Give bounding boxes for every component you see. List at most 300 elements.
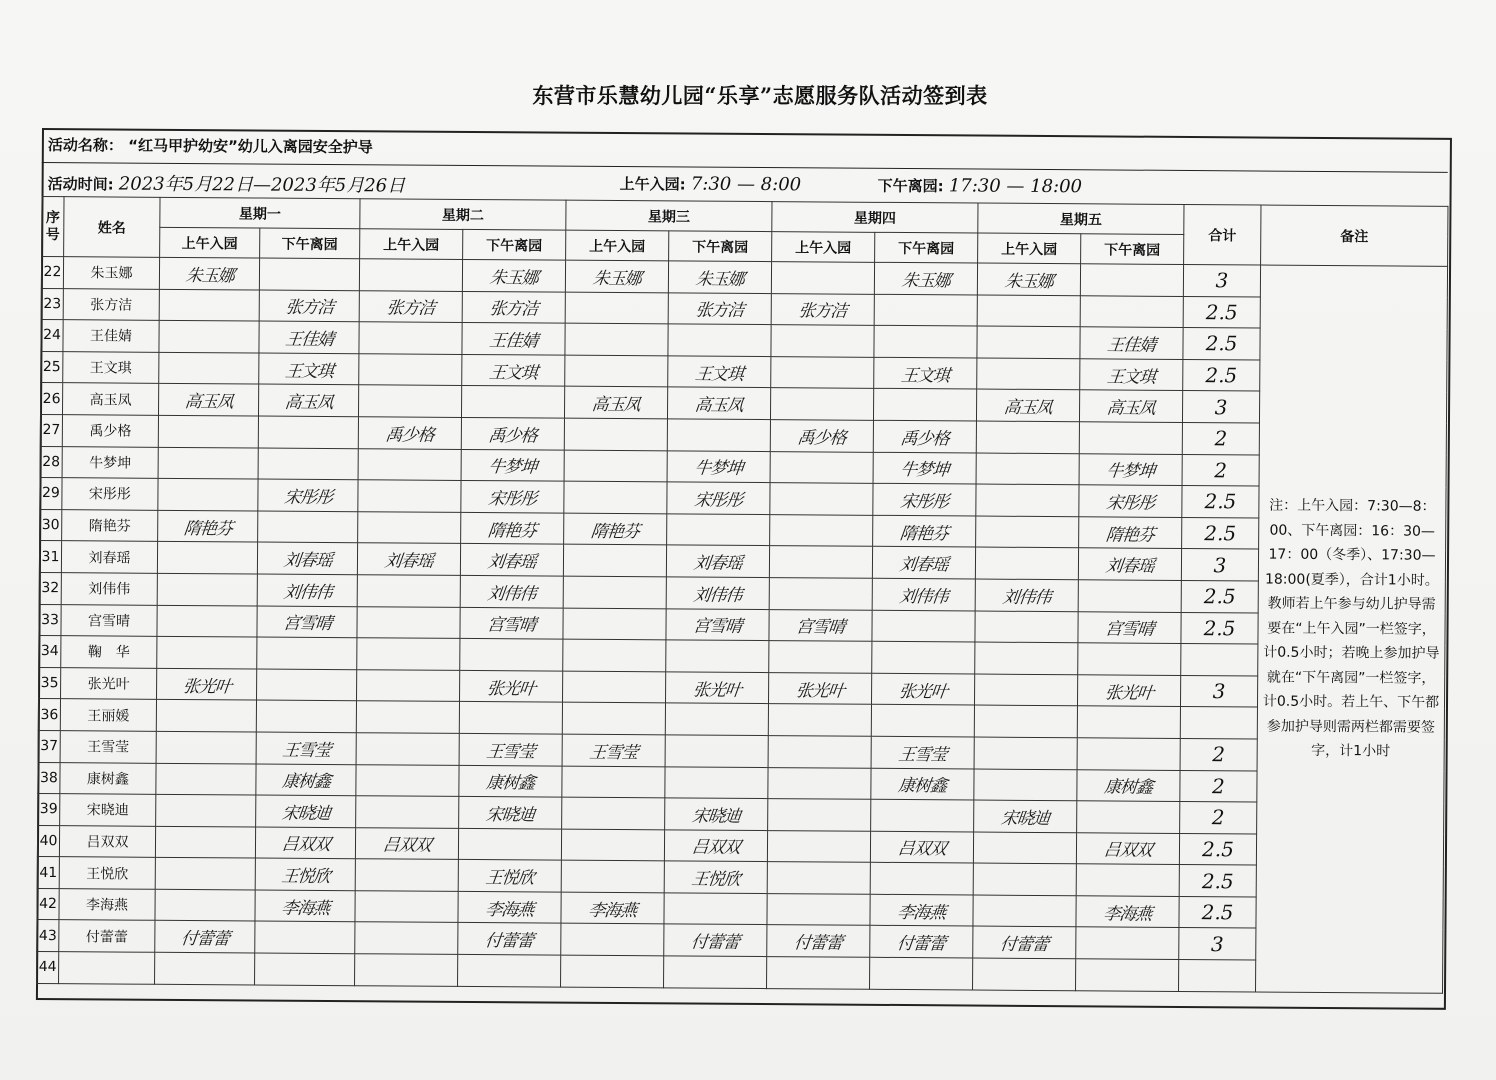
am-signature-cell [355,859,458,891]
pm-signature-cell [257,637,357,669]
am-signature-cell [561,955,664,987]
signature: 王佳婧 [283,329,334,351]
am-signature-cell [356,733,459,765]
pm-signature-cell [1077,706,1180,738]
pm-signature-cell [873,452,976,484]
pm-signature-cell [871,673,974,705]
row-name: 宋晓迪 [60,794,156,826]
signature: 王悦欣 [279,866,331,888]
am-signature-cell [769,578,872,610]
pm-signature-cell [873,515,976,547]
signature: 禹少格 [384,425,435,446]
am-signature-cell [159,257,259,289]
row-seq: 35 [39,667,61,699]
am-signature-cell [562,702,665,734]
am-signature-cell [157,573,257,605]
signature: 高玉凤 [693,395,744,417]
signature: 张光叶 [485,678,536,699]
attendance-body [37,257,1448,993]
sign-in-sheet [36,128,1450,1008]
signature: 宋彤彤 [282,487,333,508]
pm-signature-cell [256,700,356,732]
pm-signature-cell [257,542,357,574]
pm-signature-cell [458,860,561,892]
signature: 吕双双 [1102,840,1153,862]
signature: 王文琪 [899,365,951,386]
am-signature-cell [158,447,258,479]
am-time-line [620,173,802,195]
pm-signature-cell [872,547,975,579]
am-signature-cell [976,389,1079,421]
pm-signature-cell [1077,674,1180,706]
row-seq: 28 [40,446,62,478]
signature: 王佳婧 [1106,335,1157,356]
row-total [1180,770,1257,802]
total-value: 2 [1211,773,1225,799]
am-signature-cell [355,827,458,859]
am-signature-cell [973,926,1076,958]
am-signature-cell [158,384,258,416]
pm-signature-cell [1079,453,1182,485]
signature: 康树鑫 [1103,777,1154,799]
row-total [1179,960,1256,992]
am-signature-cell [159,321,259,353]
am-signature-cell [156,700,256,732]
am-signature-cell [564,387,667,419]
row-total [1179,896,1256,928]
am-signature-cell [359,259,462,291]
row-seq: 26 [41,383,63,415]
total-value: 2.5 [1203,615,1236,641]
header-day-thu: 星期四 [772,202,978,233]
row-name: 付蕾蕾 [59,920,155,952]
am-signature-cell [158,478,258,510]
pm-signature-cell [1076,927,1179,959]
pm-signature-cell [459,702,562,734]
row-name: 宫雪晴 [61,604,157,636]
header-pm: 下午离园 [260,228,360,259]
pm-signature-cell [873,483,976,515]
am-signature-cell [565,323,668,355]
signature: 刘春瑶 [486,552,537,573]
pm-signature-cell [259,258,359,290]
pm-signature-cell [667,514,770,546]
header-am: 上午入园 [772,232,875,263]
signature: 宋晓迪 [280,803,331,824]
signature: 王文琪 [693,364,745,385]
row-total [1180,802,1257,834]
pm-signature-cell [1078,580,1181,612]
row-seq: 32 [39,572,61,604]
signature: 宋彤彤 [487,489,538,510]
am-signature-cell [158,510,258,542]
pm-signature-cell [1079,516,1182,548]
signature: 朱玉娜 [591,268,642,289]
am-signature-cell [358,448,461,480]
am-signature-cell [563,608,666,640]
pm-signature-cell [458,923,561,955]
pm-signature-cell [1080,327,1183,359]
am-signature-cell [768,767,871,799]
pm-signature-cell [256,764,356,796]
signature: 牛梦坤 [487,457,538,478]
am-time-value: 7:30 — 8:00 [690,173,802,196]
pm-signature-cell [665,672,768,704]
row-name: 刘伟伟 [61,573,157,605]
pm-signature-cell [1080,295,1183,327]
signature: 吕双双 [381,835,432,857]
pm-signature-cell [1076,896,1179,928]
row-total [1182,486,1259,518]
am-signature-cell [767,957,870,989]
pm-signature-cell [870,957,973,989]
signature: 付蕾蕾 [895,934,947,955]
am-signature-cell [561,860,664,892]
pm-signature-cell [668,324,771,356]
pm-signature-cell [665,703,768,735]
signature: 隋艳芬 [589,521,641,542]
signature: 康树鑫 [280,771,331,793]
am-signature-cell [977,358,1080,390]
pm-signature-cell [871,705,974,737]
signature: 张方洁 [385,298,436,320]
pm-signature-cell [462,354,565,386]
row-total [1182,454,1259,486]
row-total [1180,738,1257,770]
pm-signature-cell [461,512,564,544]
pm-signature-cell [667,419,770,451]
pm-signature-cell [874,294,977,326]
am-signature-cell [357,575,460,607]
am-signature-cell [771,356,874,388]
row-total [1183,359,1260,391]
signature: 宫雪晴 [692,616,743,638]
am-signature-cell [157,542,257,574]
signature: 宫雪晴 [1104,619,1155,641]
row-name: 鞠 华 [61,636,157,668]
pm-signature-cell [1077,769,1180,801]
header-day-fri: 星期五 [978,203,1184,234]
pm-signature-cell [258,511,358,543]
pm-signature-cell [259,321,359,353]
pm-signature-cell [1078,611,1181,643]
row-name: 李海燕 [59,889,155,921]
row-name: 刘春瑶 [61,541,157,573]
row-seq: 22 [41,257,63,289]
pm-signature-cell [870,926,973,958]
am-signature-cell [156,731,256,763]
total-value: 2 [1214,458,1228,483]
signature: 康树鑫 [485,773,536,794]
total-value: 2.5 [1201,900,1234,925]
signature: 刘春瑶 [383,551,434,572]
signature: 宫雪晴 [281,614,332,635]
signature: 禹少格 [899,428,950,450]
pm-signature-cell [874,262,977,294]
am-signature-cell [770,483,873,515]
pm-signature-cell [664,893,767,925]
pm-signature-cell [667,450,770,482]
pm-signature-cell [257,669,357,701]
am-signature-cell [977,326,1080,358]
header-day-tue: 星期二 [360,199,566,230]
pm-signature-cell [256,795,356,827]
signature: 宫雪晴 [486,615,537,636]
row-total [1179,928,1256,960]
signature: 高玉凤 [283,392,334,414]
signature: 禹少格 [487,425,538,447]
am-signature-cell [974,705,1077,737]
am-signature-cell [563,576,666,608]
pm-signature-cell [258,448,358,480]
activity-time-line [48,169,406,197]
attendance-table [36,196,1448,993]
am-signature-cell [974,674,1077,706]
signature: 张光叶 [794,680,845,702]
pm-signature-cell [1076,864,1179,896]
am-signature-cell [355,922,458,954]
signature: 付蕾蕾 [689,932,741,954]
pm-signature-cell [255,858,355,890]
signature: 王文琪 [283,361,334,382]
row-name: 牛梦坤 [62,446,158,478]
signature: 吕双双 [690,838,741,859]
row-name: 张光叶 [61,667,157,699]
am-signature-cell [974,800,1077,832]
signature: 付蕾蕾 [792,933,844,954]
row-total [1179,833,1256,865]
am-signature-cell [973,863,1076,895]
header-am: 上午入园 [978,233,1081,264]
pm-signature-cell [668,356,771,388]
header-day-mon: 星期一 [160,197,360,228]
am-signature-cell [767,830,870,862]
row-total [1179,865,1256,897]
row-name: 高玉凤 [62,383,158,415]
sheet-title: 东营市乐慧幼儿园“乐享”志愿服务队活动签到表 [532,83,988,108]
signature: 宫雪晴 [795,617,846,638]
am-signature-cell [358,480,461,512]
total-value: 2.5 [1205,363,1238,388]
pm-signature-cell [668,292,771,324]
am-signature-cell [767,893,870,925]
header-pm: 下午离园 [669,231,772,262]
am-signature-cell [155,826,255,858]
signature: 刘伟伟 [692,585,743,606]
am-signature-cell [358,417,461,449]
signature: 张光叶 [1103,682,1154,704]
pm-signature-cell [1080,264,1183,296]
am-signature-cell [565,292,668,324]
row-total [1181,612,1258,644]
am-signature-cell [975,642,1078,674]
row-seq: 44 [37,952,59,984]
header-total: 合计 [1184,204,1261,265]
pm-signature-cell [874,326,977,358]
pm-signature-cell [462,291,565,323]
signature: 李海燕 [896,902,947,923]
am-signature-cell [564,513,667,545]
row-name: 张方洁 [63,288,159,320]
row-seq: 25 [41,351,63,383]
pm-signature-cell [871,768,974,800]
am-signature-cell [771,293,874,325]
pm-signature-cell [870,894,973,926]
pm-signature-cell [1080,359,1183,391]
pm-signature-cell [459,733,562,765]
signature: 王雪莹 [897,744,948,766]
header-am: 上午入园 [360,229,463,260]
row-seq: 37 [38,730,60,762]
am-signature-cell [973,958,1076,990]
pm-signature-cell [259,290,359,322]
am-signature-cell [158,415,258,447]
signature: 李海燕 [587,900,638,921]
am-signature-cell [767,925,870,957]
header-am: 上午入园 [160,227,260,258]
am-signature-cell [976,516,1079,548]
total-value: 2.5 [1203,584,1236,609]
pm-signature-cell [873,389,976,421]
pm-signature-cell [667,482,770,514]
pm-signature-cell [870,831,973,863]
am-signature-cell [565,260,668,292]
pm-signature-cell [870,863,973,895]
am-signature-cell [357,669,460,701]
signature: 张光叶 [181,676,232,697]
row-total [1180,707,1257,739]
row-seq: 24 [41,320,63,352]
am-signature-cell [157,605,257,637]
row-total [1182,517,1259,549]
signature: 王悦欣 [484,868,535,889]
pm-signature-cell [458,891,561,923]
signature: 牛梦坤 [899,460,950,481]
row-name: 王雪莹 [60,731,156,763]
total-value: 2 [1212,742,1226,767]
pm-signature-cell [666,545,769,577]
pm-time-line [878,175,1083,197]
am-signature-cell [358,385,461,417]
pm-signature-cell [664,924,767,956]
activity-time-value: 2023年5月22日—2023年5月26日 [118,173,406,197]
am-signature-cell [356,764,459,796]
signature: 刘春瑶 [1104,556,1155,577]
am-signature-cell [768,799,871,831]
signature: 张方洁 [488,299,539,320]
signature: 张方洁 [694,300,745,322]
row-seq: 42 [37,888,59,920]
row-total [1181,644,1258,676]
pm-signature-cell [668,261,771,293]
row-total [1182,391,1259,423]
pm-signature-cell [1076,959,1179,991]
pm-signature-cell [257,606,357,638]
am-signature-cell [974,769,1077,801]
row-total [1182,422,1259,454]
activity-name-label: 活动名称： [47,136,123,155]
pm-signature-cell [1079,485,1182,517]
am-signature-cell [157,668,257,700]
am-signature-cell [156,763,256,795]
pm-signature-cell [461,481,564,513]
notes-text: 注：上午入园：7:30—8：00、下午离园：16：30—17：00（冬季）、17:30—18:00(夏季），合计1小时。教师若上午参与幼儿护导需要在“上午入园”一栏签字，计0.5小时；若晚上参加护导就在“下午离园”一栏签字，计0.5小时。若上午、下午都参加护导则需两栏都需要签字，计1小时 [1256,265,1448,993]
row-name: 康树鑫 [60,762,156,794]
signature: 宋晓迪 [999,808,1051,829]
pm-signature-cell [255,953,355,985]
signature: 王雪莹 [485,741,536,763]
row-total [1183,296,1260,328]
am-signature-cell [768,704,871,736]
row-name: 王文琪 [63,351,159,383]
row-name: 宋彤彤 [62,478,158,510]
signature: 刘伟伟 [281,582,333,603]
row-name: 王丽媛 [60,699,156,731]
signature: 吕双双 [280,835,331,856]
row-seq: 38 [38,762,60,794]
am-signature-cell [359,353,462,385]
am-signature-cell [561,924,664,956]
signature: 高玉凤 [590,395,641,416]
pm-signature-cell [258,416,358,448]
row-total [1181,580,1258,612]
row-name [59,952,155,984]
pm-signature-cell [873,420,976,452]
pm-signature-cell [666,640,769,672]
total-value: 2 [1211,805,1225,830]
header-pm: 下午离园 [875,232,978,263]
pm-signature-cell [872,610,975,642]
signature: 朱玉娜 [1003,271,1054,292]
pm-signature-cell [458,954,561,986]
row-name: 禹少格 [62,415,158,447]
signature: 隋艳芬 [898,523,950,544]
am-signature-cell [159,352,259,384]
activity-name-value: “红马甲护幼安”幼儿入离园安全护导 [128,136,373,157]
signature: 张光叶 [691,680,742,701]
pm-signature-cell [459,797,562,829]
am-signature-cell [155,858,255,890]
total-value: 2 [1214,426,1228,451]
row-seq: 23 [41,288,63,320]
pm-signature-cell [462,323,565,355]
header-day-wed: 星期三 [566,200,772,231]
row-seq: 40 [37,825,59,857]
pm-signature-cell [259,353,359,385]
row-seq: 29 [40,478,62,510]
signature: 朱玉娜 [184,265,235,287]
pm-signature-cell [664,861,767,893]
am-signature-cell [973,895,1076,927]
total-value: 2.5 [1205,300,1238,325]
am-signature-cell [563,671,666,703]
row-seq: 27 [40,414,62,446]
pm-signature-cell [666,608,769,640]
pm-signature-cell [665,798,768,830]
am-signature-cell [357,606,460,638]
signature: 张光叶 [897,681,948,702]
am-signature-cell [768,672,871,704]
am-signature-cell [771,262,874,294]
pm-signature-cell [871,799,974,831]
am-signature-cell [359,290,462,322]
signature: 李海燕 [1102,904,1153,925]
am-signature-cell [769,546,872,578]
signature: 宋彤彤 [1105,493,1156,514]
signature: 朱玉娜 [488,267,539,289]
am-signature-cell [357,638,460,670]
am-signature-cell [358,511,461,543]
